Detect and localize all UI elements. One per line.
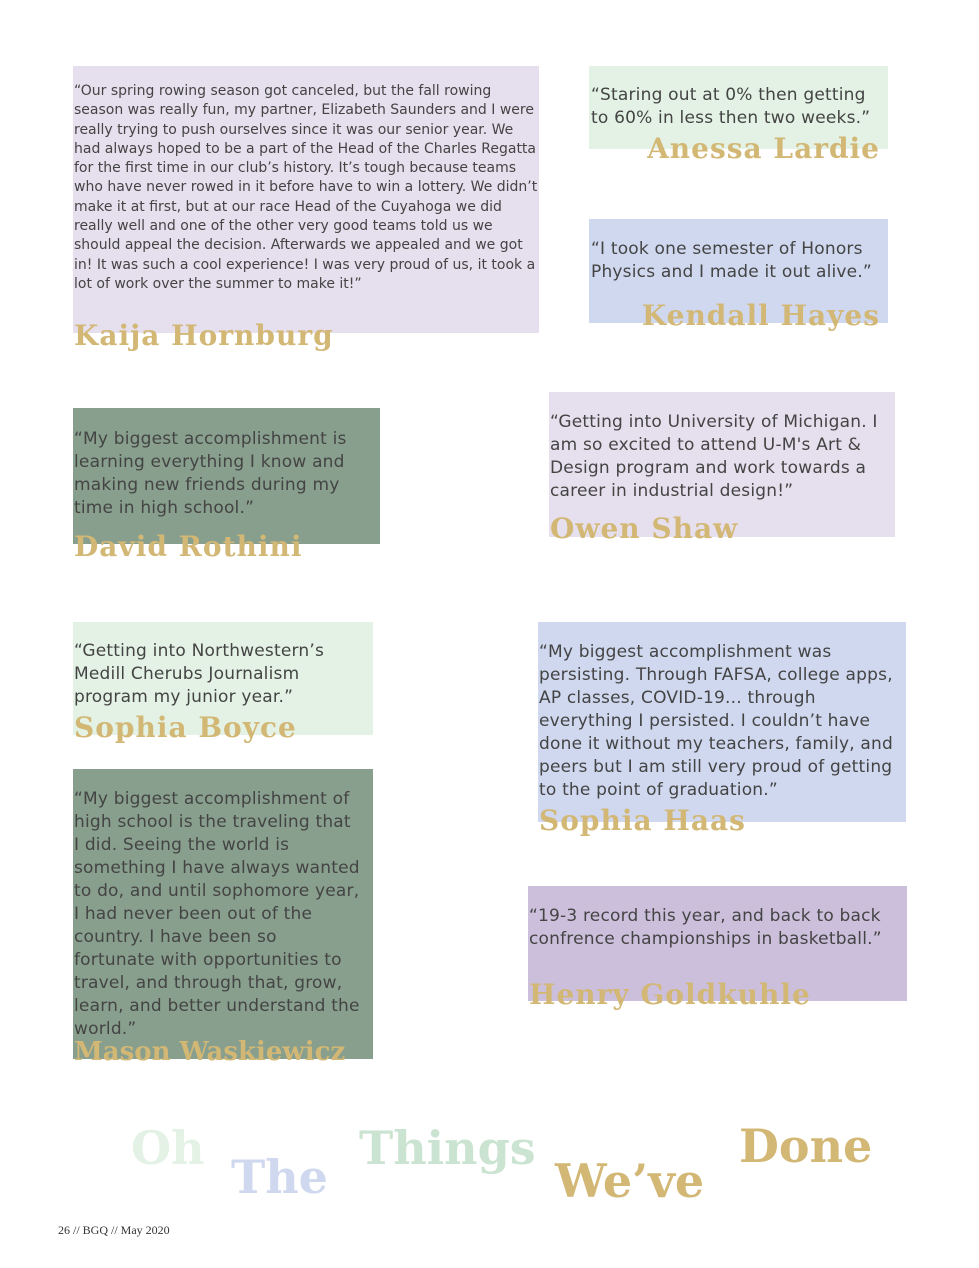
quote-card-anessa-lardie (589, 66, 888, 165)
quote-text: “19-3 record this year, and back to back confrence championships in basketball.” (529, 906, 882, 949)
student-name: Sophia Haas (539, 804, 746, 837)
quote-card-henry-goldkuhle (528, 886, 907, 1010)
title-word-the: The (231, 1150, 328, 1204)
quote-text: “My biggest accomplishment of high school is the traveling that I did. Seeing the world is something I have always wanted to do, and until sophomore year, I had never been out of the country. I have been so fortunate with opportunities to travel, and through that, grow, learn, and better understand the world.” (74, 789, 360, 1039)
student-name: Owen Shaw (550, 512, 739, 545)
title-word-done: Done (739, 1119, 873, 1173)
student-name: Anessa Lardie (647, 132, 880, 165)
title-word-things: Things (359, 1121, 536, 1175)
quote-card-mason-waskiewicz (73, 769, 377, 1069)
student-name: Henry Goldkuhle (529, 978, 811, 1011)
page-footer: 26 // BGQ // May 2020 (58, 1223, 170, 1237)
quote-text: “Staring out at 0% then getting to 60% in less then two weeks.” (591, 85, 871, 128)
student-name: Kaija Hornburg (74, 319, 334, 352)
title-word-weve: We’ve (555, 1154, 705, 1208)
quote-text: “Getting into Northwestern’s Medill Cherubs Journalism program my junior year.” (74, 641, 325, 707)
quote-card-david-rothini (73, 408, 380, 563)
student-name: Sophia Boyce (74, 711, 297, 744)
student-name: Kendall Hayes (641, 299, 880, 332)
quote-card-kendall-hayes (589, 219, 888, 333)
student-name: Mason Waskiewicz (74, 1037, 346, 1067)
quote-card-owen-shaw (549, 392, 895, 544)
quote-text: “Our spring rowing season got canceled, but the fall rowing season was really fun, my partner, Elizabeth Saunders and I were really trying to push ourselves since it was our senior year. We had always hoped to be a part of the Head of the Charles Regatta for the first time in our club’s history. It’s tough because teams who have never rowed in it before have to win a lottery. We didn’t make it at first, but at our race Head of the Cuyahoga we did really well and one of the other very good teams told us we should appeal the decision. Afterwards we appealed and we got in! It was such a cool experience! I was very proud of us, it took a lot of work over the summer to make it!” (74, 83, 538, 292)
quote-text: “Getting into University of Michigan. I am so excited to attend U-M's Art & Design program and work towards a career in industrial design!” (550, 412, 878, 501)
student-name: David Rothini (74, 530, 303, 563)
quote-card-sophia-boyce (73, 622, 373, 746)
quote-card-kaija-hornburg (73, 66, 539, 352)
quote-text: “I took one semester of Honors Physics and I made it out alive.” (591, 239, 872, 282)
quote-card-sophia-haas (538, 622, 906, 840)
quote-text: “My biggest accomplishment is learning everything I know and making new friends during my time in high school.” (74, 429, 347, 518)
title-word-oh: Oh (131, 1121, 205, 1175)
quote-text: “My biggest accomplishment was persisting. Through FAFSA, college apps, AP classes, COVID-19... through everything I persisted. I couldn’t have done it without my teachers, family, and peers but I am still very proud of getting to the point of graduation.” (539, 642, 893, 800)
